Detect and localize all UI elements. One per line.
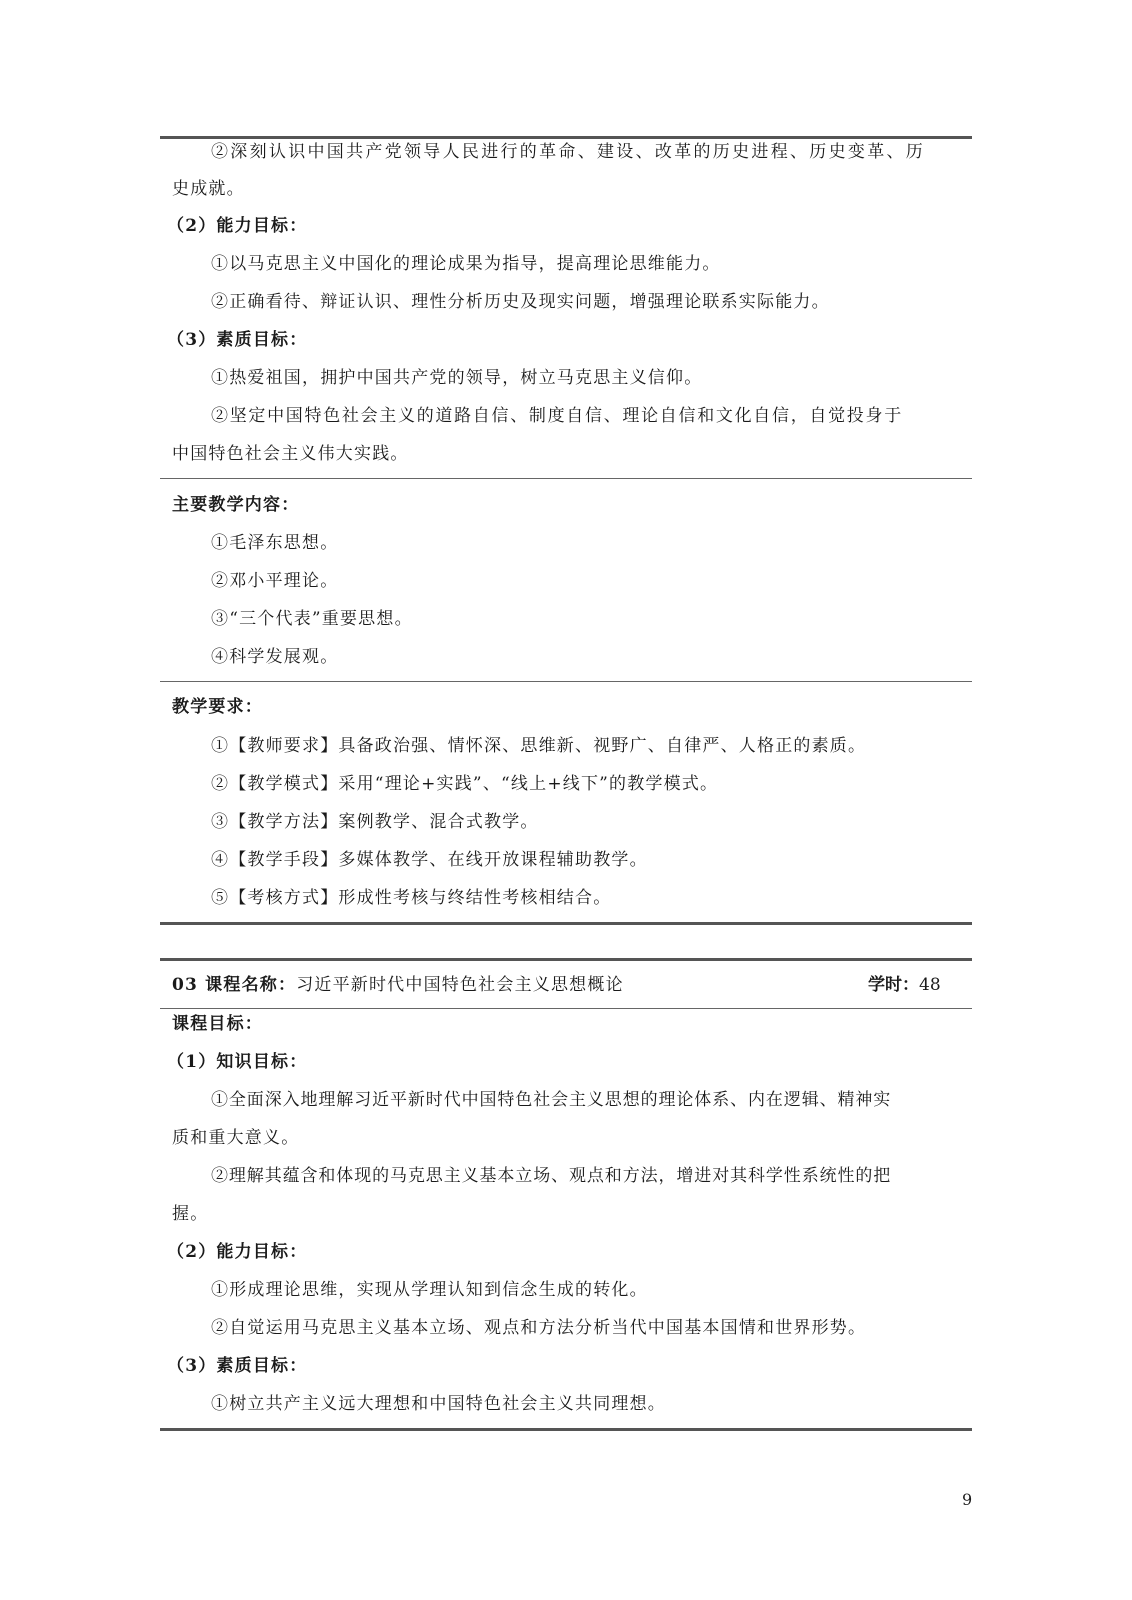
paragraph-line: ①热爱祖国，拥护中国共产党的领导，树立马克思主义信仰。 xyxy=(211,368,703,388)
page-number: 9 xyxy=(962,1490,973,1509)
paragraph-line: 中国特色社会主义伟大实践。 xyxy=(172,444,409,464)
list-item: ③【教学方法】案例教学、混合式教学。 xyxy=(211,812,539,832)
course-header-divider xyxy=(160,1008,972,1009)
paragraph-line: 质和重大意义。 xyxy=(172,1128,300,1148)
section-bottom-border xyxy=(160,922,972,925)
quality-goals-heading: （3）素质目标： xyxy=(167,1356,308,1376)
course-top-border xyxy=(160,958,972,961)
paragraph-line: ②理解其蕴含和体现的马克思主义基本立场、观点和方法，增进对其科学性系统性的把 xyxy=(211,1166,892,1186)
hours-label: 学时： xyxy=(868,975,919,995)
paragraph-line: ②自觉运用马克思主义基本立场、观点和方法分析当代中国基本国情和世界形势。 xyxy=(211,1318,867,1338)
list-item: ⑤【考核方式】形成性考核与终结性考核相结合。 xyxy=(211,888,612,908)
paragraph-line: ①以马克思主义中国化的理论成果为指导，提高理论思维能力。 xyxy=(211,254,721,274)
teaching-content-heading: 主要教学内容： xyxy=(172,495,300,515)
course-name: 习近平新时代中国特色社会主义思想概论 xyxy=(296,975,624,995)
section-divider xyxy=(160,478,972,479)
list-item: ②【教学模式】采用“理论+实践”、“线上+线下”的教学模式。 xyxy=(211,774,719,794)
knowledge-goals-heading: （1）知识目标： xyxy=(167,1052,308,1072)
course-title-row xyxy=(172,974,624,996)
ability-goals-heading: （2）能力目标： xyxy=(167,216,308,236)
bottom-border xyxy=(160,1428,972,1431)
paragraph-line: 史成就。 xyxy=(172,179,245,199)
list-item: ④【教学手段】多媒体教学、在线开放课程辅助教学。 xyxy=(211,850,648,870)
paragraph-line: ②坚定中国特色社会主义的道路自信、制度自信、理论自信和文化自信，自觉投身于 xyxy=(211,406,903,426)
list-item: ①【教师要求】具备政治强、情怀深、思维新、视野广、自律严、人格正的素质。 xyxy=(211,736,867,756)
paragraph-line: ②深刻认识中国共产党领导人民进行的革命、建设、改革的历史进程、历史变革、历 xyxy=(211,142,926,162)
list-item: ③“三个代表”重要思想。 xyxy=(211,609,413,629)
quality-goals-heading: （3）素质目标： xyxy=(167,330,308,350)
teaching-requirements-heading: 教学要求： xyxy=(172,697,263,717)
list-item: ①毛泽东思想。 xyxy=(211,533,339,553)
top-border xyxy=(160,136,972,139)
paragraph-line: ①全面深入地理解习近平新时代中国特色社会主义思想的理论体系、内在逻辑、精神实 xyxy=(211,1090,892,1110)
list-item: ④科学发展观。 xyxy=(211,647,339,667)
course-hours xyxy=(868,974,941,996)
list-item: ②邓小平理论。 xyxy=(211,571,339,591)
hours-value: 48 xyxy=(919,975,941,995)
paragraph-line: ①形成理论思维，实现从学理认知到信念生成的转化。 xyxy=(211,1280,648,1300)
paragraph-line: ②正确看待、辩证认识、理性分析历史及现实问题，增强理论联系实际能力。 xyxy=(211,292,830,312)
ability-goals-heading: （2）能力目标： xyxy=(167,1242,308,1262)
section-divider xyxy=(160,681,972,682)
course-goals-heading: 课程目标： xyxy=(172,1014,263,1034)
paragraph-line: ①树立共产主义远大理想和中国特色社会主义共同理想。 xyxy=(211,1394,666,1414)
paragraph-line: 握。 xyxy=(172,1204,209,1224)
course-label: 03 课程名称： xyxy=(172,975,297,995)
